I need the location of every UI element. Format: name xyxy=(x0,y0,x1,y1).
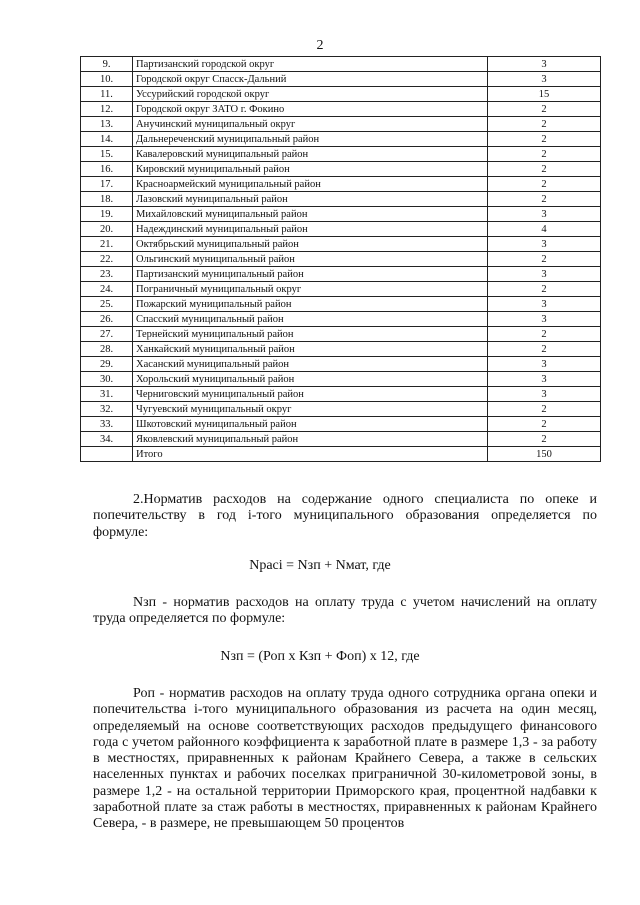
row-district-name: Красноармейский муниципальный район xyxy=(133,177,488,192)
table-row xyxy=(81,87,601,102)
table-row xyxy=(81,297,601,312)
table-row xyxy=(81,432,601,447)
paragraph-specialist-cost-text: 2.Норматив расходов на содержание одного специалиста по опеке и попечительству в год i-того муниципального образования определяется по формуле: xyxy=(93,492,597,540)
row-count: 2 xyxy=(488,432,601,447)
row-count: 2 xyxy=(488,252,601,267)
table-row xyxy=(81,252,601,267)
row-number: 29. xyxy=(81,357,133,372)
table-row xyxy=(81,312,601,327)
row-number: 21. xyxy=(81,237,133,252)
row-number: 28. xyxy=(81,342,133,357)
table-row xyxy=(81,342,601,357)
table-row xyxy=(81,177,601,192)
row-district-name: Пограничный муниципальный округ xyxy=(133,282,488,297)
table-row xyxy=(81,102,601,117)
row-number: 15. xyxy=(81,147,133,162)
table-row xyxy=(81,237,601,252)
row-number: 25. xyxy=(81,297,133,312)
row-district-name: Тернейский муниципальный район xyxy=(133,327,488,342)
table-row xyxy=(81,447,601,462)
row-number: 34. xyxy=(81,432,133,447)
row-district-name: Хорольский муниципальный район xyxy=(133,372,488,387)
row-count: 3 xyxy=(488,207,601,222)
row-district-name: Яковлевский муниципальный район xyxy=(133,432,488,447)
row-district-name: Октябрьский муниципальный район xyxy=(133,237,488,252)
row-count: 3 xyxy=(488,72,601,87)
table-row xyxy=(81,57,601,72)
table-row xyxy=(81,72,601,87)
row-district-name: Итого xyxy=(133,447,488,462)
row-district-name: Городской округ Спасск-Дальний xyxy=(133,72,488,87)
row-district-name: Надеждинский муниципальный район xyxy=(133,222,488,237)
row-number: 10. xyxy=(81,72,133,87)
row-count: 3 xyxy=(488,387,601,402)
table-row xyxy=(81,372,601,387)
paragraph-nzp xyxy=(93,595,597,628)
paragraph-rop-text: Роп - норматив расходов на оплату труда одного сотрудника органа опеки и попечительства i-того муниципального образования из расчета на один месяц, определяемый на основе соответствующих расходов предыдущего финансового года с учетом районного коэффициента к заработной плате в размере 1,3 - за работу в местностях, приравненных к районам Крайнего Севера, а также в сельских населенных пунктах и рабочих поселках приграничной 30-километровой зоны, в размере 1,2 - на остальной территории Приморского края, процентной надбавки к заработной плате за стаж работы в местностях, приравненных к районам Крайнего Севера, - в размере, не превышающем 50 процентов xyxy=(93,686,597,832)
table-row xyxy=(81,147,601,162)
row-count: 15 xyxy=(488,87,601,102)
row-number: 20. xyxy=(81,222,133,237)
row-number: 9. xyxy=(81,57,133,72)
row-number: 27. xyxy=(81,327,133,342)
row-district-name: Чугуевский муниципальный округ xyxy=(133,402,488,417)
row-count: 150 xyxy=(488,447,601,462)
row-count: 4 xyxy=(488,222,601,237)
row-number: 26. xyxy=(81,312,133,327)
row-district-name: Партизанский городской округ xyxy=(133,57,488,72)
row-number: 22. xyxy=(81,252,133,267)
districts-table-body xyxy=(81,57,601,462)
row-number: 23. xyxy=(81,267,133,282)
row-count: 2 xyxy=(488,192,601,207)
table-row xyxy=(81,402,601,417)
formula-nzp: Nзп = (Роп х Кзп + Фоп) х 12, где xyxy=(220,649,420,664)
page-number: 2 xyxy=(316,38,324,53)
row-count: 3 xyxy=(488,357,601,372)
row-count: 2 xyxy=(488,282,601,297)
row-count: 2 xyxy=(488,132,601,147)
row-count: 2 xyxy=(488,102,601,117)
row-count: 3 xyxy=(488,372,601,387)
row-number: 33. xyxy=(81,417,133,432)
row-count: 3 xyxy=(488,237,601,252)
paragraph-specialist-cost xyxy=(93,492,597,541)
row-count: 2 xyxy=(488,162,601,177)
row-count: 2 xyxy=(488,117,601,132)
row-district-name: Пожарский муниципальный район xyxy=(133,297,488,312)
row-district-name: Уссурийский городской округ xyxy=(133,87,488,102)
row-number: 11. xyxy=(81,87,133,102)
row-district-name: Анучинский муниципальный округ xyxy=(133,117,488,132)
table-row xyxy=(81,117,601,132)
row-number: 16. xyxy=(81,162,133,177)
table-row xyxy=(81,222,601,237)
table-row xyxy=(81,132,601,147)
row-count: 3 xyxy=(488,312,601,327)
row-district-name: Кировский муниципальный район xyxy=(133,162,488,177)
row-count: 3 xyxy=(488,297,601,312)
row-count: 3 xyxy=(488,267,601,282)
row-number: 17. xyxy=(81,177,133,192)
row-district-name: Спасский муниципальный район xyxy=(133,312,488,327)
row-count: 2 xyxy=(488,327,601,342)
row-district-name: Кавалеровский муниципальный район xyxy=(133,147,488,162)
table-row xyxy=(81,387,601,402)
row-number: 14. xyxy=(81,132,133,147)
row-number: 18. xyxy=(81,192,133,207)
row-count: 2 xyxy=(488,177,601,192)
table-row xyxy=(81,357,601,372)
row-district-name: Партизанский муниципальный район xyxy=(133,267,488,282)
row-district-name: Ханкайский муниципальный район xyxy=(133,342,488,357)
districts-table xyxy=(80,56,601,462)
row-district-name: Дальнереченский муниципальный район xyxy=(133,132,488,147)
paragraph-rop xyxy=(93,686,597,833)
formula-nras: Nрасi = Nзп + Nмат, где xyxy=(249,558,391,573)
table-row xyxy=(81,282,601,297)
row-count: 2 xyxy=(488,417,601,432)
row-number: 24. xyxy=(81,282,133,297)
row-number: 30. xyxy=(81,372,133,387)
row-number: 13. xyxy=(81,117,133,132)
row-number: 31. xyxy=(81,387,133,402)
row-count: 2 xyxy=(488,342,601,357)
row-district-name: Городской округ ЗАТО г. Фокино xyxy=(133,102,488,117)
row-district-name: Шкотовский муниципальный район xyxy=(133,417,488,432)
row-district-name: Хасанский муниципальный район xyxy=(133,357,488,372)
paragraph-nzp-text: Nзп - норматив расходов на оплату труда с учетом начислений на оплату труда определяется по формуле: xyxy=(93,595,597,627)
row-count: 2 xyxy=(488,147,601,162)
table-row xyxy=(81,192,601,207)
row-number: 32. xyxy=(81,402,133,417)
row-count: 3 xyxy=(488,57,601,72)
row-district-name: Лазовский муниципальный район xyxy=(133,192,488,207)
row-number xyxy=(81,447,133,462)
row-district-name: Черниговский муниципальный район xyxy=(133,387,488,402)
row-number: 12. xyxy=(81,102,133,117)
table-row xyxy=(81,162,601,177)
row-district-name: Михайловский муниципальный район xyxy=(133,207,488,222)
row-district-name: Ольгинский муниципальный район xyxy=(133,252,488,267)
table-row xyxy=(81,327,601,342)
row-count: 2 xyxy=(488,402,601,417)
table-row xyxy=(81,267,601,282)
row-number: 19. xyxy=(81,207,133,222)
table-row xyxy=(81,207,601,222)
table-row xyxy=(81,417,601,432)
